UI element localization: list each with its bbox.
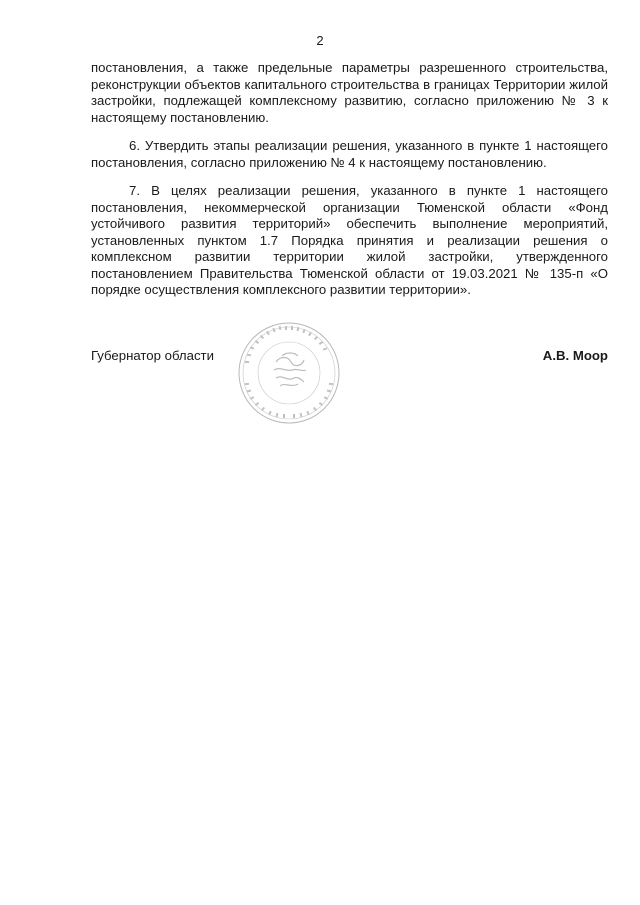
signature-block (91, 320, 608, 430)
paragraph-continuation: постановления, а также предельные параметры разрешенного строительства, реконструкции объектов капитального строительства в границах Территории жилой застройки, подлежащей комплексному развитию, согласно приложению № 3 к настоящему постановлению. (91, 60, 608, 125)
signer-name: А.В. Моор (542, 348, 608, 363)
paragraph-item-7: 7. В целях реализации решения, указанного в пункте 1 настоящего постановления, некоммерческой организации Тюменской области «Фонд устойчивого развития территорий» обеспечить выполнение мероприятий, установленных пунктом 1.7 Порядка принятия и реализации решения о комплексном развитии территории жилой застройки, утвержденного постановлением Правительства Тюменской области от 19.03.2021 № 135-п «О порядке осуществления комплексного развитии территории». (91, 183, 608, 297)
document-body (91, 60, 608, 311)
paragraph-item-6: 6. Утвердить этапы реализации решения, указанного в пункте 1 настоящего постановления, согласно приложению № 4 к настоящему постановлению. (91, 138, 608, 170)
page-number: 2 (316, 33, 324, 48)
signer-position: Губернатор области (91, 348, 214, 363)
official-seal-icon (236, 320, 342, 426)
